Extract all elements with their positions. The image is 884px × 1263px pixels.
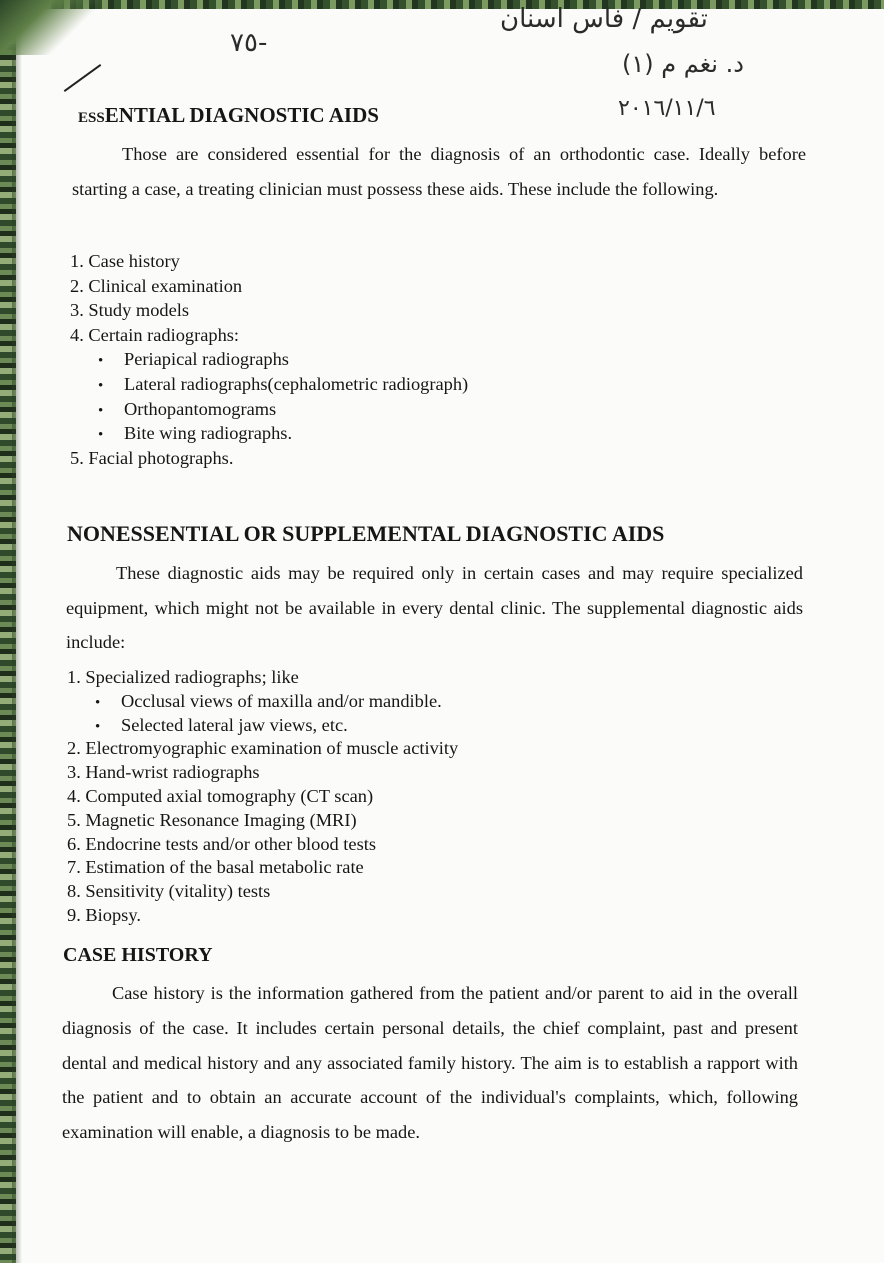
list-item: 3. Study models bbox=[70, 300, 190, 321]
list-item: 2. Clinical examination bbox=[70, 275, 243, 296]
list-item: 5. Magnetic Resonance Imaging (MRI) bbox=[67, 809, 357, 830]
list-item: 1. Case history bbox=[70, 251, 180, 271]
list-item: 1. Specialized radiographs; like bbox=[67, 667, 299, 687]
bullet-item: • Occlusal views of maxilla and/or mandible. bbox=[67, 689, 458, 713]
essential-paragraph-text: Those are considered essential for the diagnosis of an orthodontic case. Ideally before starting a case, a treating clinician must possess these aids. These include the following. bbox=[72, 144, 806, 199]
nonessential-list bbox=[67, 665, 458, 927]
nonessential-paragraph-text: These diagnostic aids may be required only in certain cases and may require specialized equipment, which might not be available in every dental clinic. The supplemental diagnostic aids include: bbox=[66, 563, 803, 653]
essential-heading-rest: ENTIAL DIAGNOSTIC AIDS bbox=[104, 103, 379, 127]
essential-list bbox=[70, 249, 468, 470]
page-scan-edge-left bbox=[0, 0, 16, 1263]
list-item: 4. Certain radiographs: bbox=[70, 324, 240, 345]
list-item: 5. Facial photographs. bbox=[70, 447, 234, 468]
list-item: 2. Electromyographic examination of muscle activity bbox=[67, 738, 459, 759]
list-item: 6. Endocrine tests and/or other blood tests bbox=[67, 833, 377, 854]
page-scan-corner bbox=[0, 0, 120, 55]
bullet-item: • Selected lateral jaw views, etc. bbox=[67, 713, 458, 737]
essential-paragraph bbox=[72, 137, 806, 206]
handwritten-instructor: د. نغم م (١) bbox=[622, 50, 744, 78]
handwritten-date: ٢٠١٦/١١/٦ bbox=[618, 96, 716, 121]
list-item: 4. Computed axial tomography (CT scan) bbox=[67, 785, 374, 806]
bullet-item: • Periapical radiographs bbox=[70, 347, 468, 372]
nonessential-heading: NONESSENTIAL OR SUPPLEMENTAL DIAGNOSTIC AIDS bbox=[67, 521, 665, 546]
list-item: 3. Hand-wrist radiographs bbox=[67, 762, 260, 783]
handwritten-slash bbox=[64, 64, 102, 92]
handwritten-title: تقويم / فاس اسنان bbox=[500, 4, 708, 34]
bullet-item: • Orthopantomograms bbox=[70, 397, 468, 422]
bullet-item: • Lateral radiographs(cephalometric radiograph) bbox=[70, 372, 468, 397]
bullet-item: • Bite wing radiographs. bbox=[70, 421, 468, 446]
essential-heading bbox=[78, 103, 379, 128]
case-history-paragraph-text: Case history is the information gathered from the patient and/or parent to aid in the overall diagnosis of the case. It includes certain personal details, the chief complaint, past and present dental and medical history and any associated family history. The aim is to establish a rapport with the patient and to obtain an accurate account of the individual's complaints, which, following examination will enable, a diagnosis to be made. bbox=[62, 983, 798, 1143]
essential-heading-first: ESS bbox=[78, 110, 105, 126]
list-item: 9. Biopsy. bbox=[67, 904, 141, 925]
list-item: 8. Sensitivity (vitality) tests bbox=[67, 881, 271, 902]
page-scan-edge-top bbox=[0, 0, 884, 9]
case-history-heading: CASE HISTORY bbox=[63, 944, 213, 966]
nonessential-paragraph bbox=[66, 556, 803, 660]
handwritten-mark: ٧٥- bbox=[230, 28, 268, 58]
list-item: 7. Estimation of the basal metabolic rate bbox=[67, 857, 364, 878]
case-history-paragraph bbox=[62, 976, 798, 1150]
